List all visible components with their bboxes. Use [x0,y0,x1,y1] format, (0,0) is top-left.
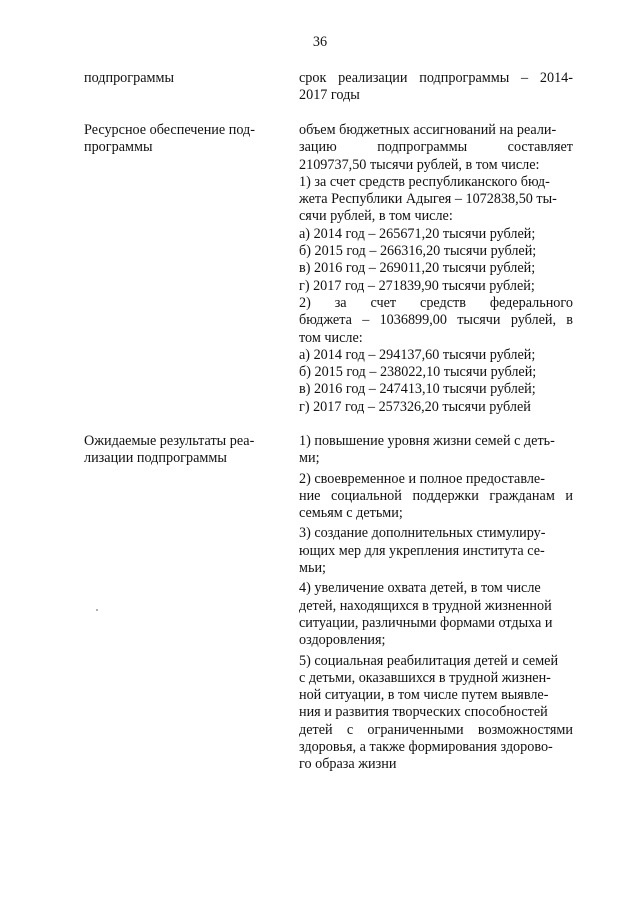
value-line [299,260,573,277]
row-value [299,70,573,105]
value-line [299,756,573,773]
value-word: г) 2017 год – 271839,90 тысячи рублей; [299,277,535,294]
value-line [299,330,573,347]
value-word: здоровья, а также формирования здорово- [299,739,553,756]
value-line [299,598,573,615]
value-word: ющих мер для укрепления института се- [299,542,545,559]
value-word: ния и развития творческих способностей [299,704,548,721]
value-word: реализации [338,70,408,86]
value-word: зацию [299,139,337,156]
value-line [299,471,573,488]
value-line [299,139,573,156]
value-line [299,243,573,260]
value-line [299,157,573,174]
row-value [299,122,573,416]
value-word: оздоровления; [299,632,386,649]
value-word: в) 2016 год – 247413,10 тысячи рублей; [299,381,536,398]
value-word: ограниченными [367,721,464,738]
value-line [299,433,573,450]
value-word: составляет [507,139,573,156]
value-line [299,704,573,721]
value-line [299,687,573,704]
value-word: 2) своевременное и полное предоставле- [299,470,545,487]
value-word: возможностями [477,721,573,738]
value-line [299,191,573,208]
row-label [84,70,270,87]
value-line [299,87,573,104]
value-line [299,208,573,225]
value-line [299,278,573,295]
value-word: 3) создание дополнительных стимулиру- [299,525,546,542]
value-line [299,174,573,191]
row-label [84,122,270,157]
value-line [299,70,573,87]
value-word: бюджета [299,312,352,329]
value-word: и [565,487,573,504]
value-word: детей [299,721,333,738]
value-word: а) 2014 год – 265671,20 тысячи рублей; [299,225,536,242]
value-word: рублей, [510,312,557,329]
value-word: 2109737,50 тысячи рублей, в том числе: [299,156,540,173]
row-label-line: Ресурсное обеспечение под- [84,122,255,138]
value-line [299,122,573,139]
value-word: с детьми, оказавшихся в трудной жизнен- [299,669,551,686]
value-word: 1) за счет средств республиканского бюд- [299,173,550,190]
scan-speck [96,609,98,611]
value-line [299,543,573,560]
value-word: тысячи [457,312,501,329]
value-line [299,615,573,632]
value-word: б) 2015 год – 266316,20 тысячи рублей; [299,243,537,260]
value-word: го образа жизни [299,756,397,773]
page-number: 36 [312,34,328,50]
value-line [299,653,573,670]
value-word: б) 2015 год – 238022,10 тысячи рублей; [299,364,537,381]
value-word: с [346,721,354,738]
row-label-line: подпрограммы [84,70,174,86]
value-word: подпрограммы [419,70,510,86]
value-word: семьям с детьми; [299,505,403,522]
value-word: 1036899,00 [379,312,447,329]
value-word: – [362,312,370,329]
value-word: гражданам [489,487,555,504]
value-word: 2017 годы [299,87,360,104]
value-word: ми; [299,450,320,467]
value-word: 1) повышение уровня жизни семей с деть- [299,433,555,449]
value-line [299,450,573,467]
row-label-line: программы [84,139,153,156]
value-line [299,632,573,649]
value-word: объем бюджетных ассигнований на реали- [299,122,557,138]
value-word: в [566,312,573,329]
value-word: за [334,294,347,311]
value-line [299,722,573,739]
value-word: подпрограммы [377,139,468,156]
value-word: сячи рублей, в том числе: [299,208,453,225]
value-line [299,226,573,243]
value-line [299,488,573,505]
value-word: ситуации, различными формами отдыха и [299,614,553,631]
row-label-line: Ожидаемые результаты реа- [84,433,255,449]
value-word: том числе: [299,329,363,346]
value-line [299,505,573,522]
value-word: ной ситуации, в том числе путем выявле- [299,687,549,704]
value-line [299,399,573,416]
value-word: детей, находящихся в трудной жизненной [299,597,552,614]
value-line [299,312,573,329]
value-word: поддержки [412,487,479,504]
value-line [299,580,573,597]
value-line [299,364,573,381]
row-label-line: лизации подпрограммы [84,450,227,467]
value-word: 4) увеличение охвата детей, в том числе [299,580,541,597]
value-word: а) 2014 год – 294137,60 тысячи рублей; [299,346,536,363]
value-line [299,295,573,312]
value-word: счет [370,294,397,311]
value-word: г) 2017 год – 257326,20 тысячи рублей [299,398,531,415]
value-line [299,525,573,542]
value-word: 5) социальная реабилитация детей и семей [299,652,559,669]
value-word: 2014- [539,70,573,86]
row-value [299,433,573,774]
value-word: – [521,70,529,86]
value-word: мьи; [299,560,326,577]
value-word: 2) [299,294,311,311]
value-line [299,739,573,756]
value-word: жета Республики Адыгея – 1072838,50 ты- [299,191,557,208]
value-line [299,670,573,687]
value-line [299,347,573,364]
value-word: социальной [331,487,402,504]
row-label [84,433,270,468]
value-line [299,560,573,577]
value-word: федерального [489,294,573,311]
value-word: средств [420,294,466,311]
value-word: срок [299,70,327,86]
value-word: ние [299,487,321,504]
value-line [299,381,573,398]
value-word: в) 2016 год – 269011,20 тысячи рублей; [299,260,536,277]
